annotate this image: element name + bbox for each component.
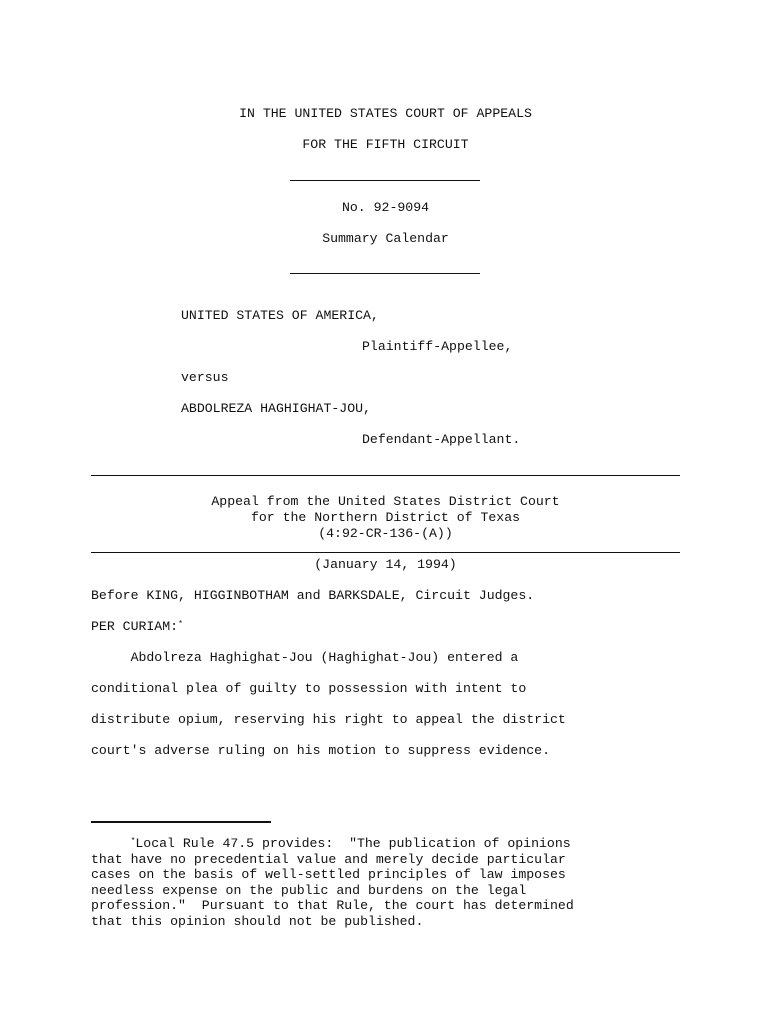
footnote-first-line: Local Rule 47.5 provides: "The publication of opinions xyxy=(135,836,571,851)
judges-panel: Before KING, HIGGINBOTHAM and BARKSDALE, Circuit Judges. xyxy=(91,588,535,603)
footnote-line: that this opinion should not be published. xyxy=(91,913,424,929)
plaintiff-name: UNITED STATES OF AMERICA, xyxy=(181,308,379,323)
appeal-divider-top xyxy=(91,475,680,476)
footnote-divider xyxy=(91,821,271,823)
per-curiam-heading xyxy=(91,619,183,635)
body-line: court's adverse ruling on his motion to suppress evidence. xyxy=(91,743,550,758)
decision-date: (January 14, 1994) xyxy=(314,557,457,572)
header-divider-top xyxy=(290,180,480,181)
body-line: conditional plea of guilty to possession with intent to xyxy=(91,681,527,696)
header-divider-bottom xyxy=(290,273,480,274)
court-name: IN THE UNITED STATES COURT OF APPEALS xyxy=(239,106,532,121)
footnote-line: needless expense on the public and burdens on the legal xyxy=(91,882,527,898)
footnote-line: that have no precedential value and merely decide particular xyxy=(91,851,566,867)
versus-label: versus xyxy=(181,370,229,385)
body-line: distribute opium, reserving his right to appeal the district xyxy=(91,712,566,727)
calendar-type: Summary Calendar xyxy=(322,231,449,246)
appeal-docket: (4:92-CR-136-(A)) xyxy=(318,526,453,541)
plaintiff-role: Plaintiff-Appellee, xyxy=(362,339,513,354)
footnote-line: cases on the basis of well-settled principles of law imposes xyxy=(91,867,566,882)
per-curiam-label: PER CURIAM: xyxy=(91,619,179,634)
footnote-line xyxy=(91,836,691,852)
footnote-reference: * xyxy=(178,620,183,629)
appeal-line-2: for the Northern District of Texas xyxy=(250,510,521,525)
appeal-divider-bottom xyxy=(91,552,680,553)
circuit-name: FOR THE FIFTH CIRCUIT xyxy=(302,137,469,152)
defendant-role: Defendant-Appellant. xyxy=(362,432,521,447)
defendant-name: ABDOLREZA HAGHIGHAT-JOU, xyxy=(181,401,371,416)
appeal-line-1: Appeal from the United States District Court xyxy=(211,494,560,509)
footnote-line: profession." Pursuant to that Rule, the court has determined xyxy=(91,898,574,913)
footnote-marker: * xyxy=(130,837,136,846)
case-number: No. 92-9094 xyxy=(341,200,430,215)
body-line: Abdolreza Haghighat-Jou (Haghighat-Jou) entered a xyxy=(91,650,519,665)
